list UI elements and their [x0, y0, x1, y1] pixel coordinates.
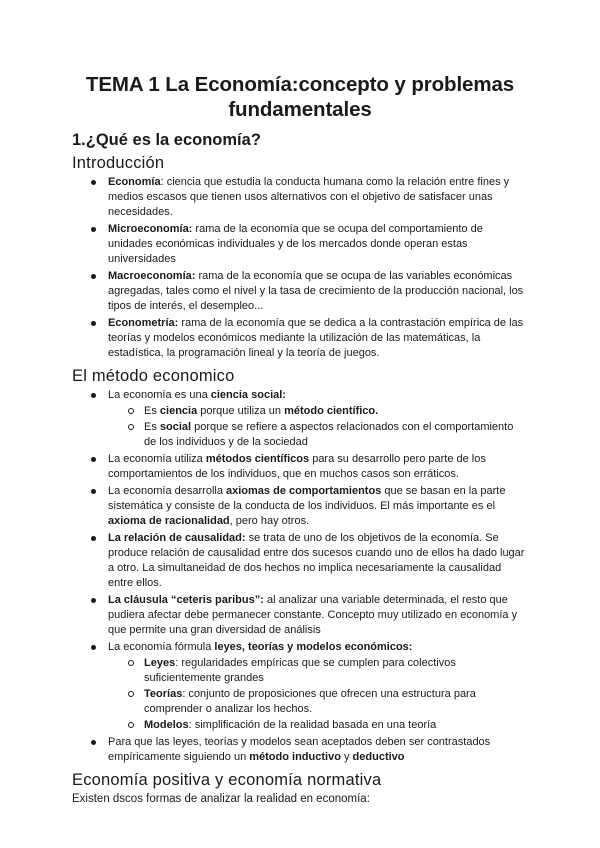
- intro-list: [72, 175, 528, 361]
- text: Para que las leyes, teorías y modelos sean aceptados deben ser contrastados empíricamente siguiendo un: [108, 736, 491, 763]
- text: porque utiliza un: [197, 405, 285, 417]
- bold-text: método inductivo: [249, 751, 341, 763]
- definition: : simplificación de la realidad basada en una teoría: [188, 719, 437, 731]
- definition: rama de la economía que se ocupa de las variables económicas agregadas, tales como el nivel y la tasa de crecimiento de la producción nacional, los tipos de interés, el desempleo...: [108, 270, 524, 312]
- text: y: [340, 751, 353, 763]
- bold-text: La relación de causalidad:: [108, 532, 246, 544]
- text: Es: [144, 421, 160, 433]
- metodo-list: [72, 388, 528, 765]
- paragraph: Existen dscos formas de analizar la realidad en economía:: [72, 793, 370, 805]
- subheading-economia-positiva-normativa: Economía positiva y economía normativa: [72, 771, 382, 789]
- sub-list: [108, 656, 528, 733]
- definition: : regularidades empíricas que se cumplen para colectivos suficientemente grandes: [144, 657, 456, 684]
- bold-text: leyes, teorías y modelos económicos:: [214, 641, 413, 653]
- text: La economía fórmula: [108, 641, 215, 653]
- definition: rama de la economía que se ocupa del comportamiento de unidades económicas individuales y de los mercados donde operan estas universidades: [108, 223, 483, 265]
- list-item: [72, 222, 528, 267]
- sub-list-item: [108, 687, 528, 717]
- term: Macroeconomía:: [108, 270, 196, 282]
- bold-text: La cláusula “ceteris paribus”:: [108, 594, 264, 606]
- text: Es: [144, 405, 160, 417]
- term: Modelos: [144, 719, 189, 731]
- document-title: TEMA 1 La Economía:concepto y problemas fundamentales: [85, 73, 515, 121]
- text: que se basan en la parte sistemática y consiste de la conducta de los individuos. El más importante es el: [108, 485, 506, 512]
- list-item: [72, 316, 528, 361]
- term: Econometría:: [108, 317, 179, 329]
- term: Economía: [108, 176, 161, 188]
- list-item: [72, 388, 528, 450]
- subheading-introduccion: Introducción: [72, 154, 165, 172]
- term: Microeconomía:: [108, 223, 193, 235]
- list-item: [72, 484, 528, 529]
- list-item: [72, 531, 528, 591]
- bold-text: ciencia: [159, 405, 198, 417]
- definition: rama de la economía que se dedica a la contrastación empírica de las teorías y modelos económicos mediante la utilización de las matemáticas, la estadística, la programación lineal y la teoría de juegos.: [108, 317, 524, 359]
- sub-list: [108, 404, 528, 450]
- list-item: [72, 735, 528, 765]
- sub-list-item: [108, 656, 528, 686]
- sub-list-item: [108, 420, 528, 450]
- sub-list-item: [108, 404, 528, 419]
- bold-text: deductivo: [352, 751, 405, 763]
- bold-text: métodos científicos: [205, 453, 310, 465]
- text: La economía es una: [108, 389, 211, 401]
- bold-text: ciencia social:: [210, 389, 286, 401]
- text: porque se refiere a aspectos relacionados con el comportamiento de los individuos y de la sociedad: [144, 421, 514, 448]
- definition: : ciencia que estudia la conducta humana como la relación entre fines y medios escasos que tienen usos alternativos con el objetivo de satisfacer unas necesidades.: [108, 176, 510, 218]
- text: La economía utiliza: [108, 453, 206, 465]
- bold-text: social: [159, 421, 192, 433]
- bold-text: axioma de racionalidad: [108, 515, 230, 527]
- text: , pero hay otros.: [229, 515, 310, 527]
- text: al analizar una variable determinada, el resto que pudiera afectar debe permanecer constante. Concepto muy utilizado en economía y que permite una gran diversidad de análisis: [108, 594, 518, 636]
- section-heading-que-es-economia: 1.¿Qué es la economía?: [72, 131, 261, 149]
- definition: : conjunto de proposiciones que ofrecen una estructura para comprender o analizar los hechos.: [144, 688, 476, 715]
- term: Teorías: [144, 688, 183, 700]
- sub-list-item: [108, 718, 528, 733]
- text: se trata de uno de los objetivos de la economía. Se produce relación de causalidad entre dos sucesos cuando uno de ellos ha dado lugar a otro. La simultaneidad de dos hechos no implica necesariamente la causalidad entre ellos.: [108, 532, 525, 589]
- list-item: [72, 269, 528, 314]
- bold-text: método científico.: [284, 405, 379, 417]
- subheading-metodo-economico: El método economico: [72, 367, 235, 385]
- bold-text: axiomas de comportamientos: [226, 485, 382, 497]
- term: Leyes: [144, 657, 176, 669]
- list-item: [72, 452, 528, 482]
- list-item: [72, 640, 528, 733]
- text: para su desarrollo pero parte de los comportamientos de los individuos, que en muchos casos son erráticos.: [108, 453, 486, 480]
- list-item: [72, 593, 528, 638]
- list-item: [72, 175, 528, 220]
- text: La economía desarrolla: [108, 485, 227, 497]
